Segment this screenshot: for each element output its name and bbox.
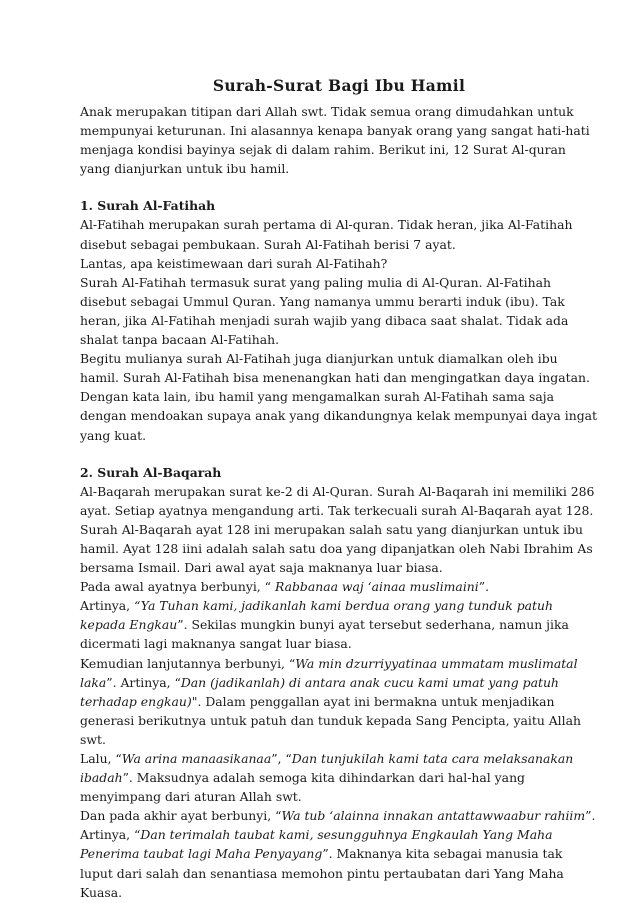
text: ”. Maksudnya adalah semoga kita dihindarkan dari hal-hal yang menyimpang dari aturan Allah swt. (80, 770, 525, 805)
paragraph: Begitu mulianya surah Al-Fatihah juga dianjurkan untuk diamalkan oleh ibu hamil. Surah Al-Fatihah bisa menenangkan hati dan mengingatkan daya ingatan. Dengan kata lain, ibu hamil yang mengamalkan surah Al-Fatihah sama saja dengan mendoakan supaya anak yang dikandungnya kelak mempunyai daya ingat yang kuat. (80, 351, 597, 443)
paragraph (80, 596, 598, 653)
text: Artinya, (80, 598, 135, 614)
text: ”. Maknanya kita sebagai manusia tak luput dari salah dan senantiasa memohon pintu pertaubatan dari Yang Maha Kuasa. (80, 846, 564, 900)
text: ”, “ (271, 751, 292, 766)
text: Lalu, “ (80, 751, 122, 766)
paragraph (80, 577, 598, 596)
arabic-transliteration: Wa tub ‘alainna innakan antattawwaabur rahiim (281, 808, 586, 824)
text: . Dalam penggallan ayat ini bermakna untuk menjadikan generasi berikutnya untuk patuh dan tunduk kepada Sang Pencipta, yaitu Allah swt. (80, 693, 581, 747)
section-heading-al-fatihah: 1. Surah Al-Fatihah (80, 198, 216, 214)
arabic-transliteration: Rabbanaa waj ‘ainaa muslimaini (274, 579, 479, 595)
text: Pada awal ayatnya berbunyi, “ (80, 579, 275, 595)
paragraph (80, 749, 598, 806)
arabic-transliteration: Wa arina manaasikanaa (121, 751, 272, 766)
paragraph: Lantas, apa keistimewaan dari surah Al-Fatihah? (80, 255, 388, 271)
translation: “Ya Tuhan kami, jadikanlah kami berdua orang yang tunduk patuh kepada Engkau (80, 598, 553, 633)
section-spacer (80, 178, 598, 196)
paragraph: Surah Al-Fatihah termasuk surat yang paling mulia di Al-Quran. Al-Fatihah disebut sebagai Ummul Quran. Yang namanya ummu berarti induk (ibu). Tak heran, jika Al-Fatihah menjadi surah wajib yang dibaca saat shalat. Tidak ada shalat tanpa bacaan Al-Fatihah. (80, 274, 569, 348)
paragraph (80, 654, 598, 749)
paragraph: Al-Fatihah merupakan surah pertama di Al-quran. Tidak heran, jika Al-Fatihah disebut sebagai pembukaan. Surah Al-Fatihah berisi 7 ayat. (80, 217, 573, 252)
arabic-transliteration: Wa min dzurriyyatinaa ummatam muslimatal laka (80, 655, 578, 690)
translation: Dan (jadikanlah) di antara anak cucu kami umat yang patuh terhadap engkau)" (80, 674, 559, 709)
intro-paragraph: Anak merupakan titipan dari Allah swt. Tidak semua orang dimudahkan untuk mempunyai keturunan. Ini alasannya kenapa banyak orang yang sangat hati-hati menjaga kondisi bayinya sejak di dalam rahim. Berikut ini, 12 Surat Al-quran yang dianjurkan untuk ibu hamil. (80, 104, 590, 177)
text: Dan pada akhir ayat berbunyi, “ (80, 808, 282, 824)
section-heading-al-baqarah: 2. Surah Al-Baqarah (80, 464, 222, 480)
text: ”. Artinya, “ (106, 674, 181, 690)
translation: Dan tunjukilah kami tata cara melaksanakan ibadah (80, 751, 574, 786)
paragraph (80, 806, 598, 901)
paragraph: Al-Baqarah merupakan surat ke-2 di Al-Quran. Surah Al-Baqarah ini memiliki 286 ayat. Setiap ayatnya mengandung arti. Tak terkecuali surah Al-Baqarah ayat 128. (80, 483, 595, 518)
text: ”. Artinya, “ (80, 808, 596, 843)
text: ”. Sekilas mungkin bunyi ayat tersebut sederhana, namun jika dicermati lagi maknanya sangat luar biasa. (80, 617, 569, 652)
section-spacer (80, 445, 598, 463)
paragraph: Surah Al-Baqarah ayat 128 ini merupakan salah satu yang dianjurkan untuk ibu hamil. Ayat 128 iini adalah salah satu doa yang dipanjatkan oleh Nabi Ibrahim As bersama Ismail. Dari awal ayat saja maknanya luar biasa. (80, 521, 593, 576)
text: ”. (478, 579, 490, 595)
text: Kemudian lanjutannya berbunyi, “ (80, 655, 296, 671)
page-title: Surah-Surat Bagi Ibu Hamil (212, 76, 466, 95)
translation: Dan terimalah taubat kami, sesungguhnya Engkaulah Yang Maha Penerima taubat lagi Maha Penyayang (80, 827, 553, 862)
